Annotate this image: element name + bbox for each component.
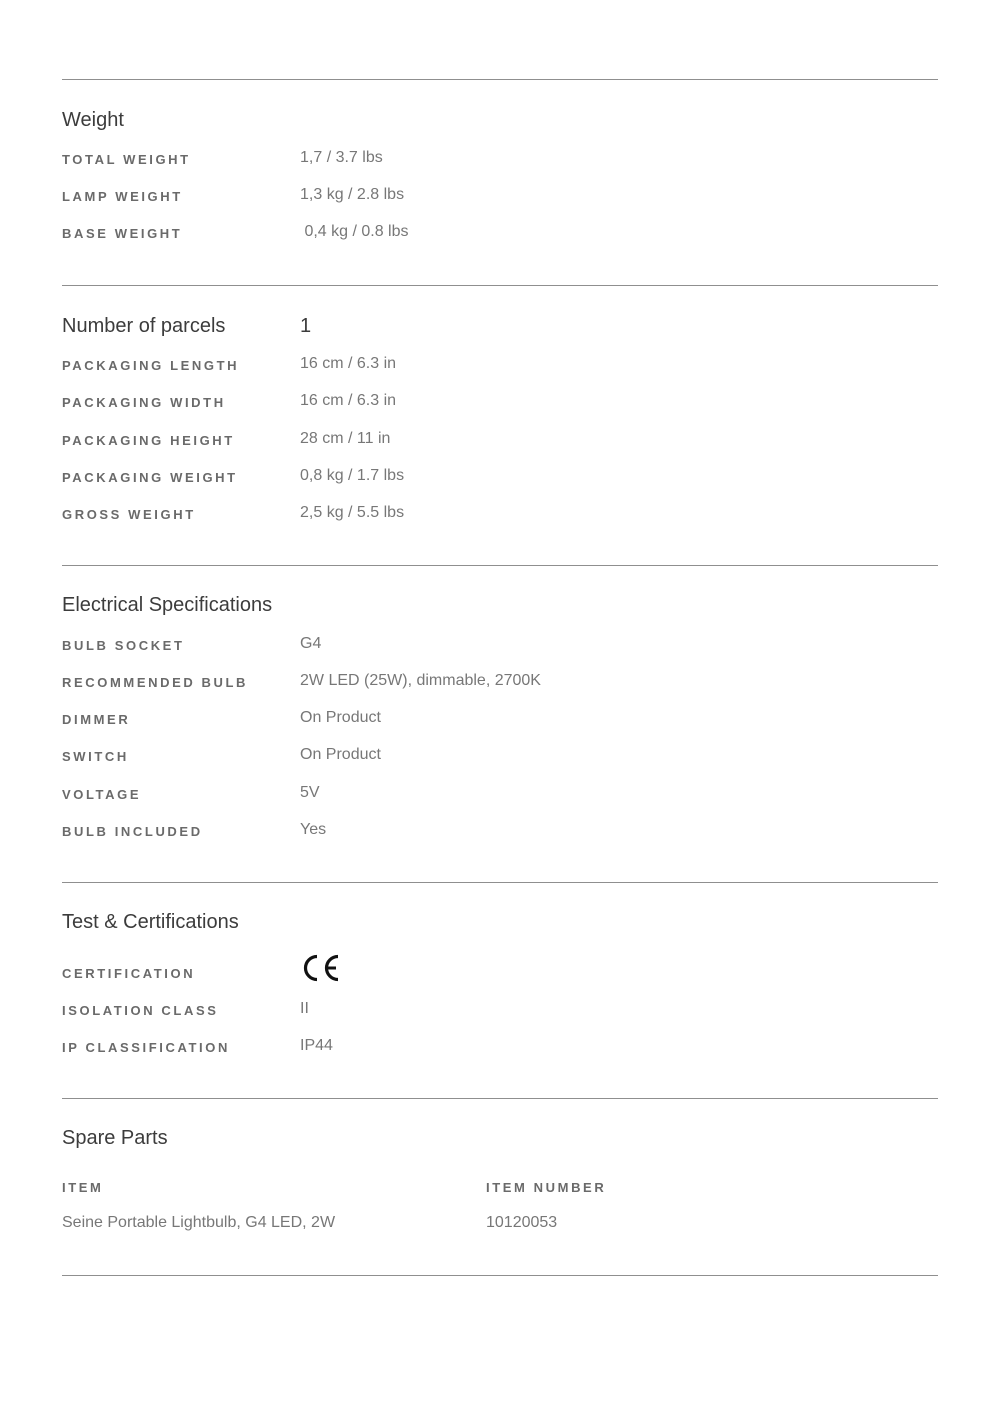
divider [62, 882, 938, 883]
spec-value: On Product [300, 709, 381, 726]
spec-label: ISOLATION CLASS [62, 1003, 219, 1018]
ce-mark-icon [300, 953, 342, 983]
spec-label: BULB INCLUDED [62, 824, 203, 839]
section-heading: Number of parcels [62, 315, 226, 337]
item-column-header: ITEM [62, 1180, 104, 1195]
spec-row [62, 504, 938, 524]
divider [62, 79, 938, 80]
spec-value: 2,5 kg / 5.5 lbs [300, 504, 405, 521]
spec-row [62, 963, 938, 983]
spare-part-row [62, 1214, 938, 1234]
spec-label: BULB SOCKET [62, 638, 185, 653]
spec-label: BASE WEIGHT [62, 226, 183, 241]
divider [62, 285, 938, 286]
spec-label: DIMMER [62, 712, 131, 727]
spec-label: TOTAL WEIGHT [62, 152, 191, 167]
spec-row [62, 430, 938, 450]
spec-row [62, 1000, 938, 1020]
divider [62, 1275, 938, 1276]
spec-value: 28 cm / 11 in [300, 430, 391, 447]
spec-row [62, 223, 938, 243]
spec-row [62, 635, 938, 655]
spare-part-item-number: 10120053 [486, 1214, 558, 1231]
spec-row [62, 392, 938, 412]
divider [62, 565, 938, 566]
spec-label: SWITCH [62, 749, 129, 764]
spec-label: PACKAGING WIDTH [62, 395, 226, 410]
spec-value: 1,3 kg / 2.8 lbs [300, 186, 405, 203]
parcel-count: 1 [300, 315, 312, 337]
spec-value: 0,4 kg / 0.8 lbs [300, 223, 409, 240]
section-heading: Spare Parts [62, 1127, 168, 1149]
spec-row [62, 709, 938, 729]
spec-value: 16 cm / 6.3 in [300, 355, 397, 372]
spare-part-item: Seine Portable Lightbulb, G4 LED, 2W [62, 1214, 336, 1231]
spec-value: 16 cm / 6.3 in [300, 392, 397, 409]
spec-label: IP CLASSIFICATION [62, 1040, 230, 1055]
spec-value: IP44 [300, 1037, 333, 1054]
spec-value: 5V [300, 784, 320, 801]
spec-label: LAMP WEIGHT [62, 189, 183, 204]
spec-row [62, 186, 938, 206]
spec-value: 2W LED (25W), dimmable, 2700K [300, 672, 541, 689]
spec-value: 1,7 / 3.7 lbs [300, 149, 383, 166]
section-heading: Electrical Specifications [62, 594, 273, 616]
spec-row [62, 355, 938, 375]
spec-label: PACKAGING HEIGHT [62, 433, 235, 448]
spec-label: PACKAGING WEIGHT [62, 470, 238, 485]
spec-row [62, 1037, 938, 1057]
divider [62, 1098, 938, 1099]
spec-value: II [300, 1000, 309, 1017]
spec-row [62, 784, 938, 804]
spec-row [62, 149, 938, 169]
spec-value: 0,8 kg / 1.7 lbs [300, 467, 405, 484]
spec-value: Yes [300, 821, 327, 838]
spec-row [62, 672, 938, 692]
spec-label: RECOMMENDED BULB [62, 675, 249, 690]
spare-parts-header-row [62, 1177, 938, 1197]
section-heading: Weight [62, 109, 124, 131]
spec-label: VOLTAGE [62, 787, 142, 802]
section-heading: Test & Certifications [62, 911, 239, 933]
spec-row [62, 467, 938, 487]
spec-value: On Product [300, 746, 381, 763]
spec-label: CERTIFICATION [62, 966, 196, 981]
spec-row [62, 821, 938, 841]
item-number-column-header: ITEM NUMBER [486, 1180, 607, 1195]
spec-value: G4 [300, 635, 322, 652]
spec-row [62, 746, 938, 766]
spec-label: PACKAGING LENGTH [62, 358, 240, 373]
spec-label: GROSS WEIGHT [62, 507, 196, 522]
